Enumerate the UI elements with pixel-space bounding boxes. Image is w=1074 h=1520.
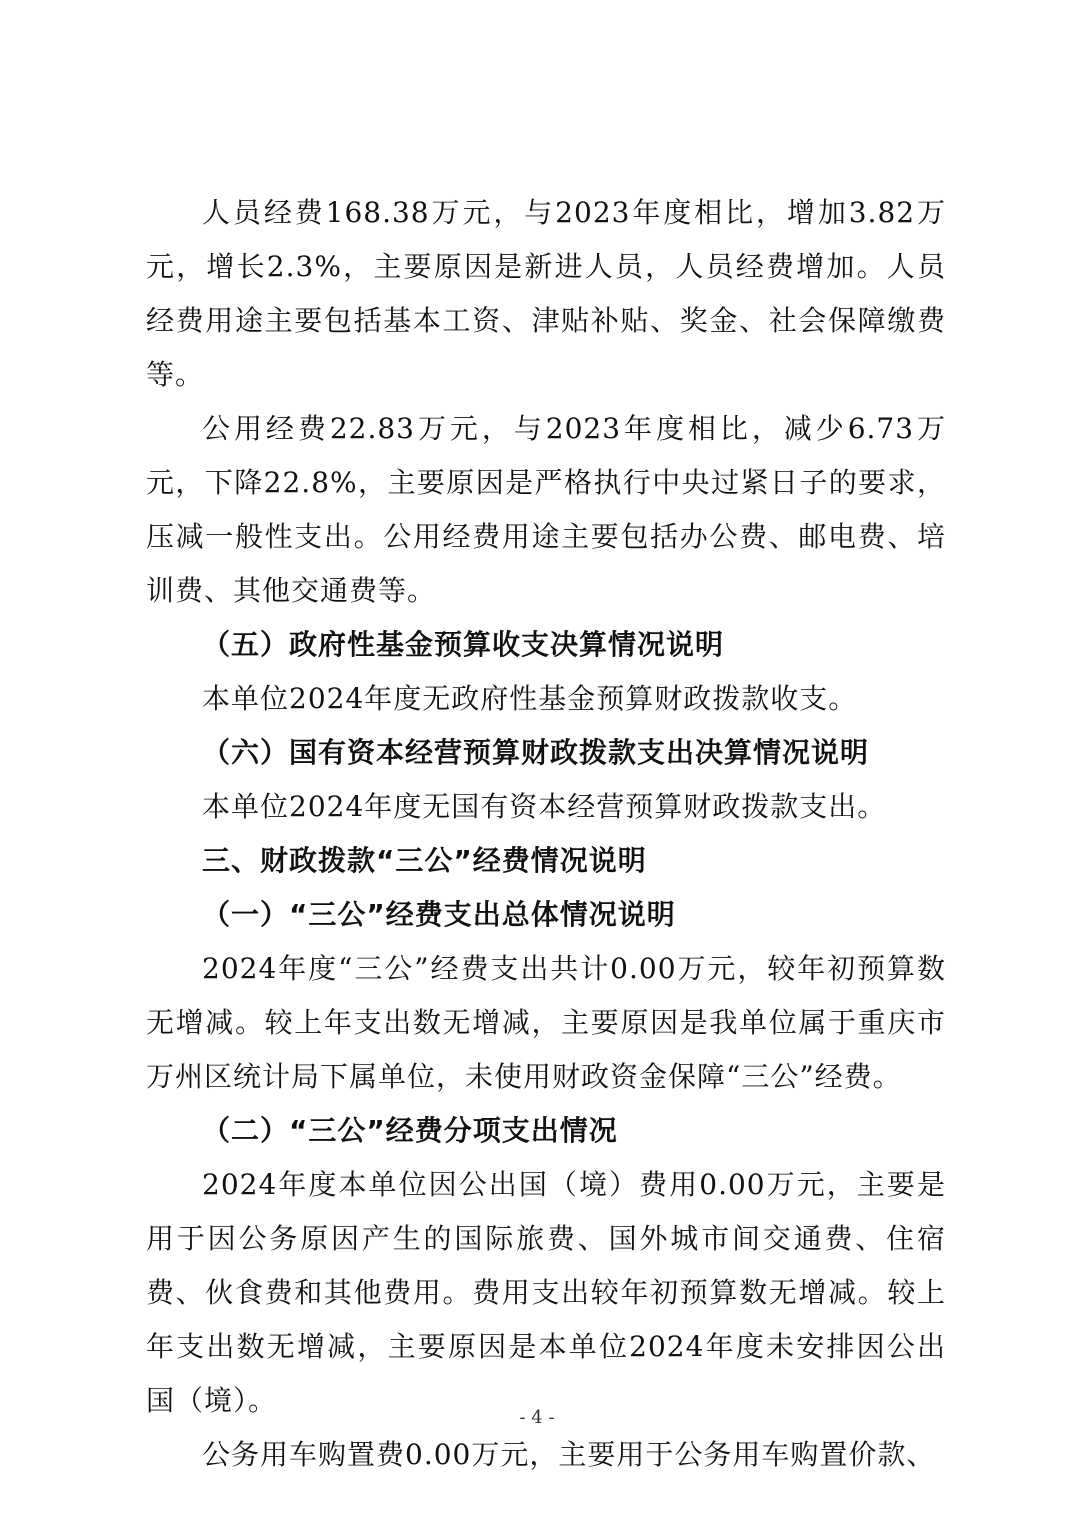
document-body	[146, 186, 946, 1482]
paragraph-three-public-overall: 2024年度“三公”经费支出共计0.00万元，较年初预算数无增减。较上年支出数无增减，主要原因是我单位属于重庆市万州区统计局下属单位，未使用财政资金保障“三公”经费。	[146, 952, 946, 1093]
heading-state-capital: （六）国有资本经营预算财政拨款支出决算情况说明	[202, 736, 870, 769]
heading-three-public-overall: （一）“三公”经费支出总体情况说明	[202, 898, 676, 931]
paragraph-personnel-expenses: 人员经费168.38万元，与2023年度相比，增加3.82万元，增长2.3%，主要原因是新进人员，人员经费增加。人员经费用途主要包括基本工资、津贴补贴、奖金、社会保障缴费等。	[146, 196, 946, 391]
page-number: - 4 -	[519, 1407, 555, 1428]
paragraph-vehicle-purchase: 公务用车购置费0.00万元，主要用于公务用车购置价款、	[202, 1438, 936, 1471]
heading-three-public-expenses: 三、财政拨款“三公”经费情况说明	[202, 844, 647, 877]
heading-government-fund: （五）政府性基金预算收支决算情况说明	[202, 628, 725, 661]
heading-three-public-itemized: （二）“三公”经费分项支出情况	[202, 1114, 618, 1147]
paragraph-government-fund: 本单位2024年度无政府性基金预算财政拨款收支。	[202, 682, 858, 715]
paragraph-public-expenses: 公用经费22.83万元，与2023年度相比，减少6.73万元，下降22.8%，主要原因是严格执行中央过紧日子的要求，压减一般性支出。公用经费用途主要包括办公费、邮电费、培训费、其他交通费等。	[146, 412, 946, 607]
paragraph-state-capital: 本单位2024年度无国有资本经营预算财政拨款支出。	[202, 790, 887, 823]
paragraph-overseas-travel: 2024年度本单位因公出国（境）费用0.00万元，主要是用于因公务原因产生的国际旅费、国外城市间交通费、住宿费、伙食费和其他费用。费用支出较年初预算数无增减。较上年支出数无增减，主要原因是本单位2024年度未安排因公出国（境）。	[146, 1168, 946, 1417]
